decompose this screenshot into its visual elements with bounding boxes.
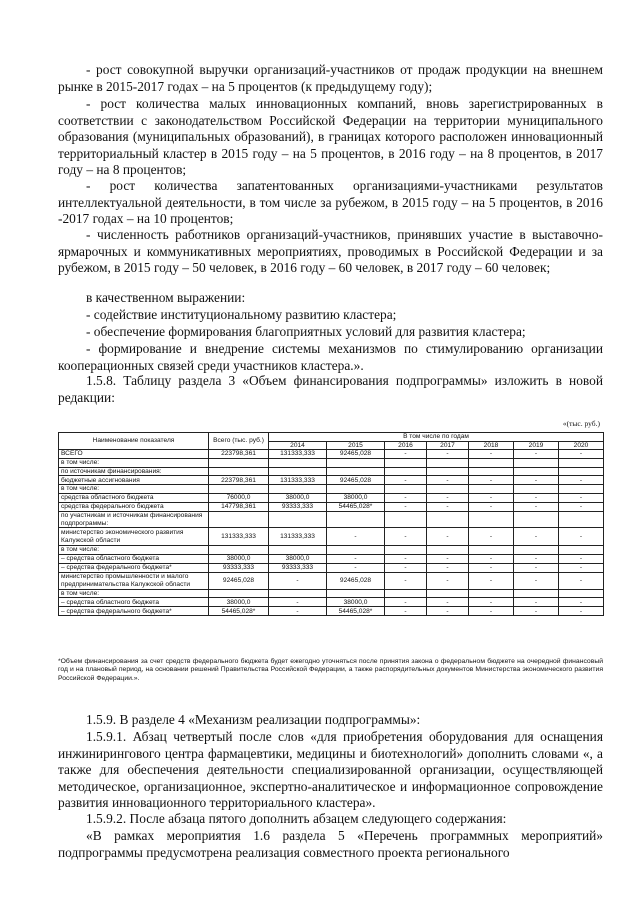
row-value: - <box>514 502 559 511</box>
row-value: - <box>469 476 514 485</box>
row-value: - <box>385 554 427 563</box>
row-value: - <box>559 554 604 563</box>
row-value: 131333,333 <box>269 476 327 485</box>
header-year: 2017 <box>427 441 469 450</box>
row-value: 92465,028 <box>327 450 385 459</box>
header-group: В том числе по годам <box>269 433 604 442</box>
row-label: средства областного бюджета <box>59 493 209 502</box>
row-value <box>327 546 385 555</box>
row-value: - <box>269 572 327 589</box>
row-value <box>514 546 559 555</box>
row-value <box>514 485 559 494</box>
row-value: - <box>385 476 427 485</box>
row-value <box>385 467 427 476</box>
row-value <box>427 485 469 494</box>
row-value: - <box>427 554 469 563</box>
row-label: по участникам и источникам финансирования подпрограммы: <box>59 511 209 527</box>
row-value: - <box>427 572 469 589</box>
row-label: – средства областного бюджета <box>59 554 209 563</box>
row-value <box>327 485 385 494</box>
row-value <box>269 467 327 476</box>
row-value: - <box>385 598 427 607</box>
table-row <box>59 546 604 555</box>
paragraph-exhibitions: - численность работников организаций-участников, принявших участие в выставочно-ярмарочных и коммуникативных мероприятиях, проводимых в Российской Федерации и за рубежом, в 2015 году – 50 человек, в 2016 году – 60 человек, в 2017 году – 60 человек; <box>58 227 603 276</box>
row-label: министерство промышленности и малого предпринимательства Калужской области <box>59 572 209 589</box>
row-value: 147798,361 <box>209 502 269 511</box>
paragraph-favorable: - обеспечение формирования благоприятных условий для развития кластера; <box>86 324 526 339</box>
row-value: - <box>427 476 469 485</box>
row-value <box>209 589 269 598</box>
row-value: 92465,028 <box>327 476 385 485</box>
row-value <box>559 459 604 468</box>
row-value: - <box>427 598 469 607</box>
row-value: - <box>427 528 469 546</box>
row-value: - <box>559 572 604 589</box>
row-value: 38000,0 <box>269 554 327 563</box>
row-value: 54465,028* <box>327 502 385 511</box>
row-value: - <box>559 528 604 546</box>
row-value: - <box>559 476 604 485</box>
table-row <box>59 572 604 589</box>
paragraph-patents: - рост количества запатентованных организациями-участниками результатов интеллектуальной деятельности, в том числе за рубежом, в 2015 году – на 5 процентов, в 2016 -2017 годах – на 10 процентов; <box>58 178 603 227</box>
row-value <box>385 546 427 555</box>
row-label: средства федерального бюджета <box>59 502 209 511</box>
row-value: - <box>427 502 469 511</box>
row-value: 54465,028* <box>327 607 385 616</box>
row-value: - <box>469 572 514 589</box>
table-row <box>59 589 604 598</box>
header-total: Всего (тыс. руб.) <box>209 433 269 450</box>
row-label: бюджетные ассигнования <box>59 476 209 485</box>
row-value: 93333,333 <box>269 502 327 511</box>
row-value: 54465,028* <box>209 607 269 616</box>
row-value <box>427 467 469 476</box>
row-value <box>209 485 269 494</box>
row-value <box>327 589 385 598</box>
row-value: - <box>427 450 469 459</box>
row-value: - <box>469 554 514 563</box>
row-value <box>427 589 469 598</box>
row-label: в том числе: <box>59 485 209 494</box>
row-value <box>209 467 269 476</box>
row-value: 38000,0 <box>209 554 269 563</box>
row-value: - <box>514 493 559 502</box>
row-value: 92465,028 <box>327 572 385 589</box>
row-value <box>327 459 385 468</box>
table-row <box>59 493 604 502</box>
row-value <box>209 459 269 468</box>
row-value: - <box>327 528 385 546</box>
row-value <box>514 467 559 476</box>
row-value: - <box>514 572 559 589</box>
row-value: - <box>427 607 469 616</box>
row-label: в том числе: <box>59 546 209 555</box>
row-value <box>559 511 604 527</box>
row-label: по источникам финансирования: <box>59 467 209 476</box>
row-value: 76000,0 <box>209 493 269 502</box>
row-value <box>469 459 514 468</box>
row-value: - <box>469 450 514 459</box>
row-value: - <box>385 502 427 511</box>
row-value <box>469 485 514 494</box>
row-value <box>427 511 469 527</box>
row-value: - <box>385 607 427 616</box>
row-label: – средства федерального бюджета* <box>59 607 209 616</box>
paragraph-section4: 1.5.9. В разделе 4 «Механизм реализации подпрограммы»: <box>86 712 421 727</box>
paragraph-institutional: - содействие институциональному развитию кластера; <box>86 307 397 322</box>
header-year: 2020 <box>559 441 604 450</box>
row-value: - <box>559 450 604 459</box>
row-label: в том числе: <box>59 589 209 598</box>
row-value <box>385 589 427 598</box>
row-value: 223798,361 <box>209 450 269 459</box>
row-value <box>269 485 327 494</box>
row-value <box>559 589 604 598</box>
row-label: ВСЕГО <box>59 450 209 459</box>
table-footnote: *Объем финансирования за счет средств федерального бюджета будет ежегодно уточняться после принятия закона о федеральном бюджете на очередной финансовый год и на плановый период, на основании решений Правительства Российской Федерации, а также распорядительных документов Министерства экономического развития Российской Федерации.». <box>58 658 603 682</box>
row-value <box>209 546 269 555</box>
paragraph-measure-16: «В рамках мероприятия 1.6 раздела 5 «Перечень программных мероприятий» подпрограммы предусмотрена реализация совместного проекта регионального <box>58 828 603 860</box>
row-value: - <box>514 528 559 546</box>
table-row <box>59 607 604 616</box>
row-value <box>514 589 559 598</box>
paragraph-qualitative: в качественном выражении: <box>86 290 246 305</box>
table-row <box>59 476 604 485</box>
paragraph-revenue-growth: - рост совокупной выручки организаций-участников от продаж продукции на внешнем рынке в 2015-2017 годах – на 5 процентов (к предыдущему году); <box>58 62 603 94</box>
header-year: 2015 <box>327 441 385 450</box>
row-value: - <box>385 528 427 546</box>
row-value: 131333,333 <box>209 528 269 546</box>
row-value <box>469 511 514 527</box>
row-value: - <box>559 607 604 616</box>
row-value: - <box>514 563 559 572</box>
row-value <box>385 511 427 527</box>
row-value: - <box>559 493 604 502</box>
row-value <box>269 589 327 598</box>
row-value: - <box>469 563 514 572</box>
table-row <box>59 554 604 563</box>
row-value: - <box>514 450 559 459</box>
row-value <box>559 546 604 555</box>
table-row <box>59 528 604 546</box>
row-value: - <box>559 502 604 511</box>
header-year: 2019 <box>514 441 559 450</box>
row-value: - <box>514 598 559 607</box>
row-value <box>385 485 427 494</box>
table-row <box>59 459 604 468</box>
row-value: - <box>269 598 327 607</box>
row-value: 93333,333 <box>269 563 327 572</box>
row-value: - <box>327 554 385 563</box>
paragraph-mechanisms: - формирование и внедрение системы механизмов по стимулированию организации кооперационных связей среди участников кластера.». <box>58 341 603 373</box>
row-value: - <box>469 528 514 546</box>
row-label: министерство экономического развития Калужской области <box>59 528 209 546</box>
row-value: - <box>427 493 469 502</box>
paragraph-1591: 1.5.9.1. Абзац четвертый после слов «для приобретения оборудования для оснащения инжинирингового центра фармацевтики, медицины и биотехнологий» дополнить словами «, а также для обеспечения деятельности специализированной организации, осуществляющей методическое, организационное, экспертно-аналитическое и информационное сопровождение развития инновационного территориального кластера». <box>58 729 603 811</box>
row-value: 223798,361 <box>209 476 269 485</box>
row-value: 38000,0 <box>327 598 385 607</box>
row-value: - <box>469 493 514 502</box>
row-value: - <box>385 493 427 502</box>
row-value: - <box>385 450 427 459</box>
row-value: - <box>514 476 559 485</box>
row-value: 38000,0 <box>209 598 269 607</box>
row-value <box>427 459 469 468</box>
header-year: 2018 <box>469 441 514 450</box>
row-value <box>327 467 385 476</box>
row-value: - <box>559 563 604 572</box>
row-value <box>469 589 514 598</box>
table-row <box>59 450 604 459</box>
row-value: 93333,333 <box>209 563 269 572</box>
table-row <box>59 502 604 511</box>
header-name: Наименование показателя <box>59 433 209 450</box>
paragraph-1592: 1.5.9.2. После абзаца пятого дополнить абзацем следующего содержания: <box>86 811 507 826</box>
row-value: 92465,028 <box>209 572 269 589</box>
row-value: - <box>385 563 427 572</box>
table-row <box>59 511 604 527</box>
table-header-row <box>59 433 604 442</box>
row-value: 38000,0 <box>327 493 385 502</box>
row-value: - <box>269 607 327 616</box>
row-value: 131333,333 <box>269 528 327 546</box>
row-value: - <box>469 607 514 616</box>
table-row <box>59 467 604 476</box>
table-unit: «(тыс. руб.) <box>562 419 600 428</box>
row-value <box>559 485 604 494</box>
row-value <box>269 511 327 527</box>
paragraph-small-companies: - рост количества малых инновационных компаний, вновь зарегистрированных в соответствии с законодательством Российской Федерации на территории муниципального образования (муниципальных образований), в границах которого расположен инновационный территориальный кластер в 2015 году – на 5 процентов, в 2016 году – на 8 процентов, в 2017 году – на 8 процентов; <box>58 96 603 178</box>
row-value: 131333,333 <box>269 450 327 459</box>
row-label: в том числе: <box>59 459 209 468</box>
row-value <box>209 511 269 527</box>
row-value <box>427 546 469 555</box>
row-value <box>327 511 385 527</box>
row-value: - <box>427 563 469 572</box>
row-value <box>469 546 514 555</box>
row-value: - <box>327 563 385 572</box>
table-row <box>59 563 604 572</box>
row-value <box>559 467 604 476</box>
row-value: - <box>514 554 559 563</box>
row-value: - <box>514 607 559 616</box>
row-value <box>514 511 559 527</box>
row-value <box>269 546 327 555</box>
row-label: – средства областного бюджета <box>59 598 209 607</box>
row-value: - <box>385 572 427 589</box>
paragraph-table-intro: 1.5.8. Таблицу раздела 3 «Объем финансирования подпрограммы» изложить в новой редакции: <box>58 373 603 405</box>
row-value: - <box>559 598 604 607</box>
row-value <box>469 467 514 476</box>
row-value <box>385 459 427 468</box>
row-value: - <box>469 502 514 511</box>
table-row <box>59 598 604 607</box>
row-value: - <box>469 598 514 607</box>
row-value: 38000,0 <box>269 493 327 502</box>
row-label: – средства федерального бюджета* <box>59 563 209 572</box>
header-year: 2014 <box>269 441 327 450</box>
row-value <box>514 459 559 468</box>
row-value <box>269 459 327 468</box>
header-year: 2016 <box>385 441 427 450</box>
financing-table <box>58 432 604 616</box>
table-row <box>59 485 604 494</box>
